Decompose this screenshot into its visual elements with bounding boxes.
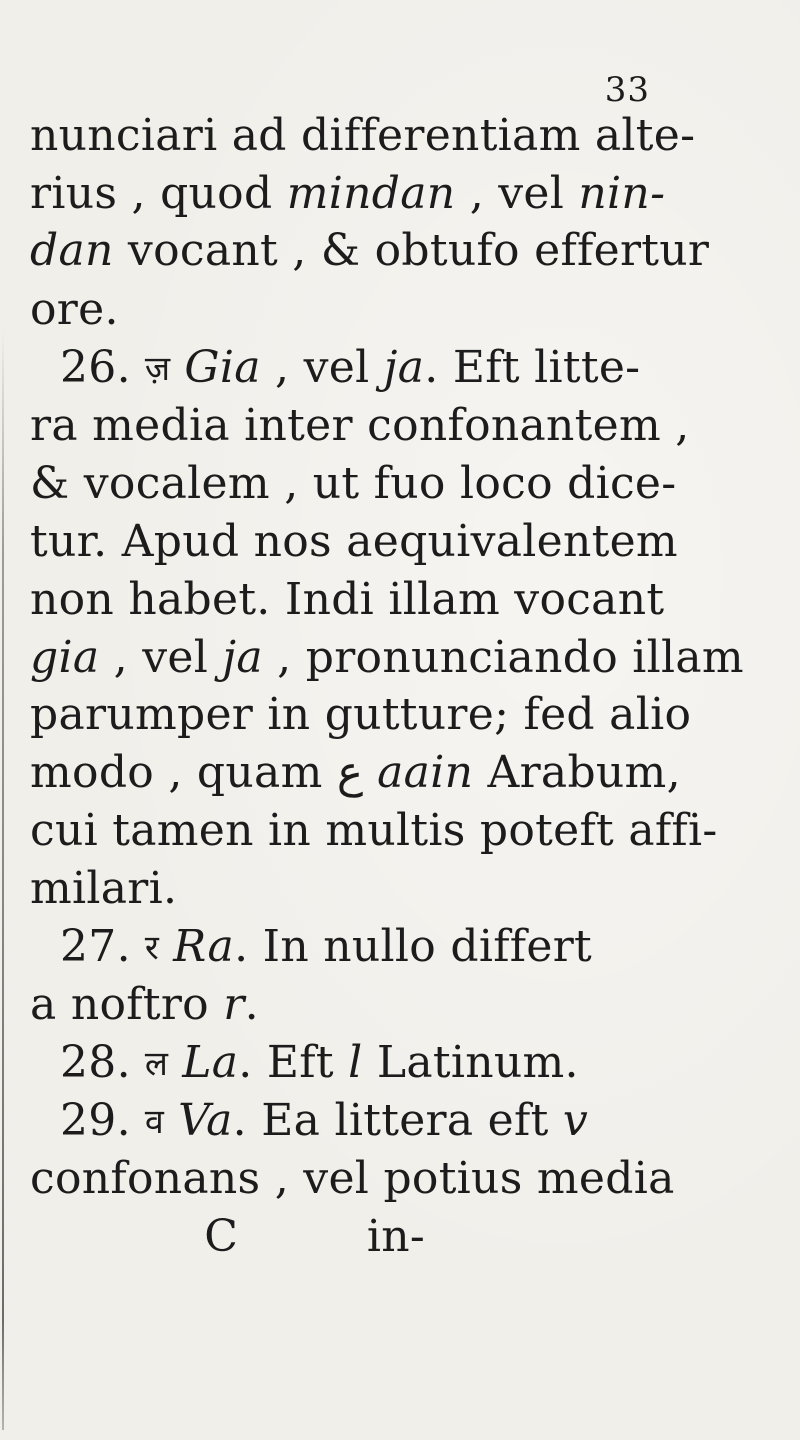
text-run: ore. [30,284,119,335]
entry-number: 28. [60,1037,131,1088]
italic-term: nin- [578,168,666,219]
text-line [30,165,770,223]
text-run: confonans , vel potius media [30,1153,675,1204]
text-run: ع [336,747,364,798]
text-run: , vel [455,168,579,219]
devanagari-letter: व [144,1102,165,1142]
italic-term: l [348,1037,363,1088]
gutter-shadow [2,330,4,1430]
text-run: . Eft litte- [424,342,641,393]
text-run: , pronunciando illam [262,632,744,683]
italic-term: Gia [184,342,261,393]
text-run: ra media inter confonantem , [30,400,690,451]
text-run: . [244,979,259,1030]
page-number: 33 [604,70,650,110]
text-line [30,976,770,1034]
text-line [60,918,800,979]
italic-term: ja [383,342,425,393]
devanagari-letter: र [144,928,160,968]
devanagari-letter: ल [144,1044,169,1084]
text-run: . Eft [238,1037,349,1088]
text-run: . In nullo differt [234,921,593,972]
text-run: tur. Apud nos aequivalentem [30,516,678,567]
text-run: cui tamen in multis poteft affi- [30,805,718,856]
italic-term: r [223,979,245,1030]
text-run: Arabum, [473,747,681,798]
text-run: a noftro [30,979,224,1030]
text-run: modo , quam [30,747,337,798]
italic-term: dan [30,225,114,276]
text-line [60,1092,800,1153]
italic-term: gia [30,632,100,683]
devanagari-letter: ज़ [144,349,171,389]
text-run: & vocalem , ut fuo loco dice- [30,458,677,509]
entry-number: 26. [60,342,131,393]
text-line [30,686,770,744]
catchword: in- [366,1211,426,1262]
text-run: vocant , & obtufo effertur [113,225,710,276]
text-run [363,747,377,798]
text-line [30,629,770,687]
italic-term: ja [222,632,263,683]
text-run: . Ea littera eft [232,1095,563,1146]
text-line [30,222,770,280]
italic-term: Ra [173,921,235,972]
text-line [30,281,770,339]
italic-term: v [562,1095,589,1146]
text-run: , vel [99,632,223,683]
text-run: , vel [260,342,384,393]
entry-number: 29. [60,1095,131,1146]
signature-mark: C [204,1211,239,1262]
text-line [30,397,770,455]
text-line [30,571,770,629]
italic-term: aain [377,747,474,798]
text-run: non habet. Indi illam vocant [30,574,665,625]
text-line [30,513,770,571]
text-line [30,1150,770,1208]
text-line [60,1034,800,1095]
text-run: nunciari ad differentiam alte- [30,110,696,161]
text-line [30,802,770,860]
italic-term: Va [178,1095,233,1146]
italic-term: mindan [286,168,456,219]
text-line [30,107,770,165]
text-run: parumper in gutture; fed alio [30,689,692,740]
text-line [30,744,770,802]
text-run: milari. [30,863,178,914]
text-line [30,860,770,918]
signature-line [30,1208,770,1266]
text-line [60,339,800,400]
entry-number: 27. [60,921,131,972]
text-line [30,455,770,513]
text-run: Latinum. [362,1037,579,1088]
text-run: rius , quod [30,168,287,219]
italic-term: La [182,1037,239,1088]
